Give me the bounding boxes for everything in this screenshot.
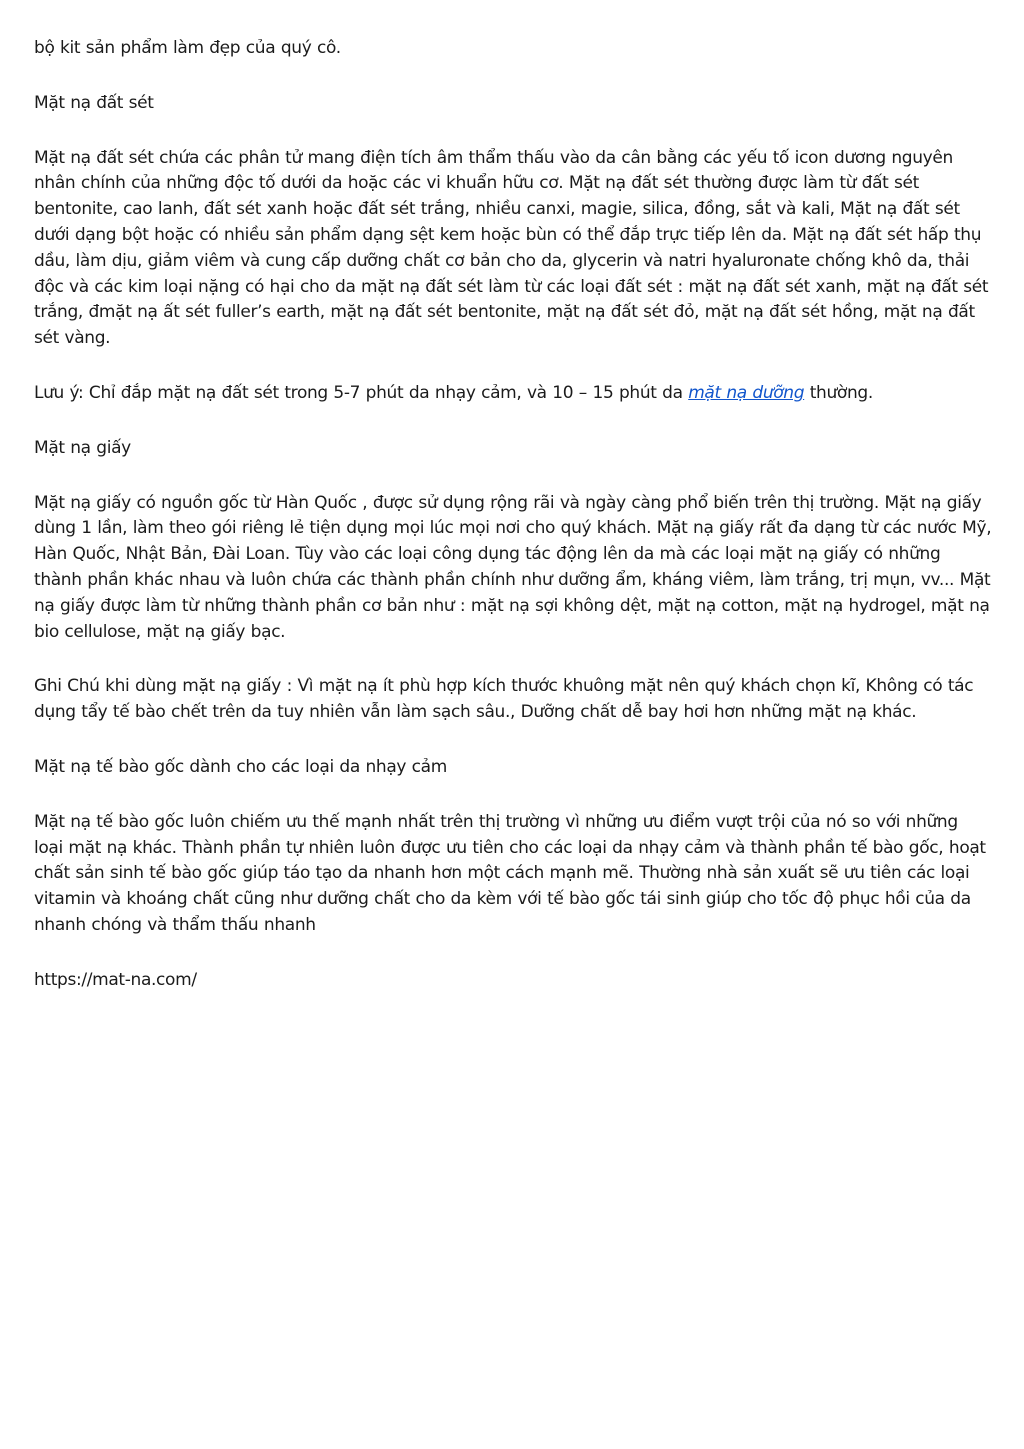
intro-fragment: bộ kit sản phẩm làm đẹp của quý cô. [34,38,341,58]
paper-mask-paragraph: Mặt nạ giấy có nguồn gốc từ Hàn Quốc , được sử dụng rộng rãi và ngày càng phổ biến trên thị trường. Mặt nạ giấy dùng 1 lần, làm theo gói riêng lẻ tiện dụng mọi lúc mọi nơi cho quý khách. Mặt nạ giấy rất đa dạng từ các nước Mỹ, Hàn Quốc, Nhật Bản, Đài Loan. Tùy vào các loại công dụng tác động lên da mà các loại mặt nạ giấy có những thành phần khác nhau và luôn chứa các thành phần chính như dưỡng ẩm, kháng viêm, làm trắng, trị mụn, vv... Mặt nạ giấy được làm từ những thành phần cơ bản như : mặt nạ sợi không dệt, mặt nạ cotton, mặt nạ hydrogel, mặt nạ bio cellulose, mặt nạ giấy bạc. [34,492,992,642]
source-url: https://mat-na.com/ [34,969,197,990]
clay-note-text-after: thường. [804,382,873,403]
clay-mask-heading: Mặt nạ đất sét [34,92,154,113]
clay-mask-note [34,381,992,407]
paper-mask-note: Ghi Chú khi dùng mặt nạ giấy : Vì mặt nạ ít phù hợp kích thước khuông mặt nên quý khách chọn kĩ, Không có tác dụng tẩy tế bào chết trên da tuy nhiên vẫn làm sạch sâu., Dưỡng chất dễ bay hơi hơn những mặt nạ khác. [34,676,974,723]
document-body [34,36,992,1023]
clay-mask-paragraph: Mặt nạ đất sét chứa các phân tử mang điện tích âm thẩm thấu vào da cân bằng các yếu tố icon dương nguyên nhân chính của những độc tố dưới da hoặc các vi khuẩn hữu cơ. Mặt nạ đất sét thường được làm từ đất sét bentonite, cao lanh, đất sét xanh hoặc đất sét trắng, nhiều canxi, magie, silica, đồng, sắt và kali, Mặt nạ đất sét dưới dạng bột hoặc có nhiều sản phẩm dạng sệt kem hoặc bùn có thể đắp trực tiếp lên da. Mặt nạ đất sét hấp thụ dầu, làm dịu, giảm viêm và cung cấp dưỡng chất cơ bản cho da, glycerin và natri hyaluronate chống khô da, thải độc và các kim loại nặng có hại cho da mặt nạ đất sét làm từ các loại đất sét : mặt nạ đất sét xanh, mặt nạ đất sét trắng, đmặt nạ ất sét fuller’s earth, mặt nạ đất sét bentonite, mặt nạ đất sét đỏ, mặt nạ đất sét hồng, mặt nạ đất sét vàng. [34,147,989,349]
stem-cell-mask-heading: Mặt nạ tế bào gốc dành cho các loại da nhạy cảm [34,756,447,777]
stem-cell-mask-paragraph: Mặt nạ tế bào gốc luôn chiếm ưu thế mạnh nhất trên thị trường vì những ưu điểm vượt trội của nó so với những loại mặt nạ khác. Thành phần tự nhiên luôn được ưu tiên cho các loại da nhạy cảm và thành phần tế bào gốc, hoạt chất sản sinh tế bào gốc giúp táo tạo da nhanh hơn một cách mạnh mẽ. Thường nhà sản xuất sẽ ưu tiên các loại vitamin và khoáng chất cũng như dưỡng chất cho da kèm với tế bào gốc tái sinh giúp cho tốc độ phục hồi của da nhanh chóng và thẩm thấu nhanh [34,811,986,935]
paper-mask-heading: Mặt nạ giấy [34,437,131,458]
mat-na-duong-link[interactable]: mặt nạ dưỡng [688,382,805,403]
clay-note-text-before: Lưu ý: Chỉ đắp mặt nạ đất sét trong 5-7 phút da nhạy cảm, và 10 – 15 phút da [34,382,689,403]
